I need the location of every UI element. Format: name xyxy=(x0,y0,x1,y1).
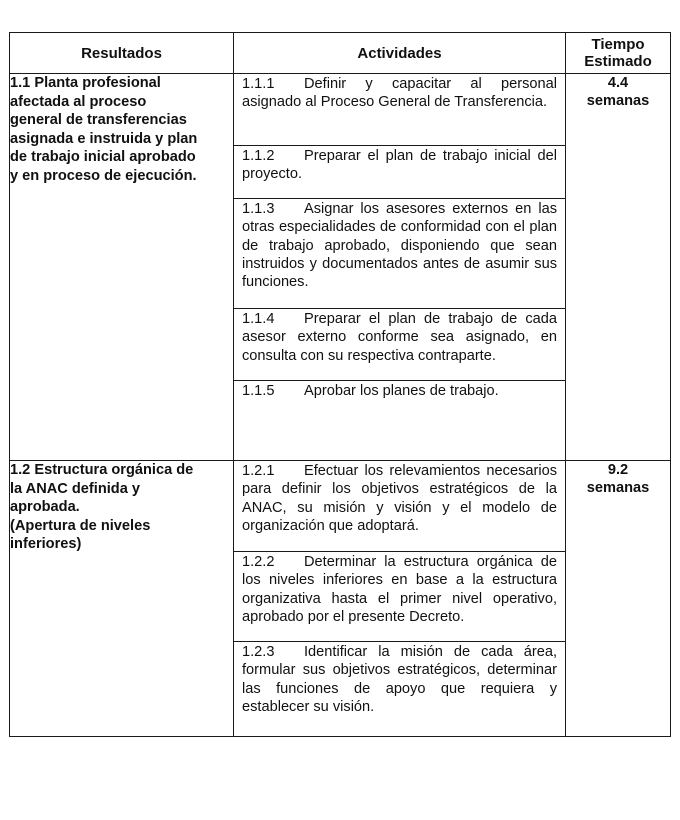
result-line: 1.1 Planta profesional xyxy=(10,75,161,91)
result-line: la ANAC definida y xyxy=(10,480,141,497)
activity-number: 1.1.1 xyxy=(242,76,275,92)
activity-text: Definir y capacitar al personal asignado al Proceso General de Transferencia. xyxy=(242,76,557,111)
activity-item xyxy=(234,552,565,642)
header-results: Resultados xyxy=(10,33,234,74)
result-line: afectada al proceso xyxy=(10,93,147,110)
result-line: asignada e instruida y plan xyxy=(10,130,198,147)
activity-item xyxy=(234,381,565,415)
activity-number: 1.2.1 xyxy=(242,463,275,479)
result-cell xyxy=(10,461,234,737)
header-activities: Actividades xyxy=(234,33,566,74)
activity-text: Preparar el plan de trabajo de cada asesor externo conforme sea asignado, en consulta con su respectiva contraparte. xyxy=(242,311,557,364)
time-unit: semanas xyxy=(586,480,650,496)
activity-text: Preparar el plan de trabajo inicial del proyecto. xyxy=(242,148,557,183)
activity-item xyxy=(234,146,565,199)
activity-number: 1.2.2 xyxy=(242,554,275,570)
activity-item xyxy=(234,199,565,309)
result-line: inferiores) xyxy=(10,536,82,553)
header-row xyxy=(10,33,671,74)
time-value: 9.2 xyxy=(607,462,629,478)
activity-item xyxy=(234,74,565,146)
activity-text: Efectuar los relevamientos necesarios para definir los objetivos estratégicos de la ANAC, su misión y visión y el modelo de organización que adoptará. xyxy=(242,463,557,534)
activity-number: 1.1.3 xyxy=(242,201,275,217)
activity-item xyxy=(234,642,565,736)
activity-text: Determinar la estructura orgánica de los niveles inferiores en base a la estructura organizativa hasta el primer nivel operativo, aprobado por el presente Decreto. xyxy=(242,554,557,625)
time-cell xyxy=(566,461,671,737)
result-line: (Apertura de niveles xyxy=(10,517,151,534)
work-plan-table xyxy=(9,32,671,737)
header-time-line2: Estimado xyxy=(584,53,652,70)
result-line: 1.2 Estructura orgánica de xyxy=(10,462,194,478)
activity-item xyxy=(234,309,565,381)
time-value: 4.4 xyxy=(607,75,629,91)
activity-text: Aprobar los planes de trabajo. xyxy=(304,383,499,399)
table-row xyxy=(10,74,671,461)
activity-number: 1.1.4 xyxy=(242,311,275,327)
activity-number: 1.1.5 xyxy=(242,383,275,399)
activity-number: 1.1.2 xyxy=(242,148,275,164)
activity-item xyxy=(234,461,565,552)
table-row xyxy=(10,461,671,737)
time-cell xyxy=(566,74,671,461)
result-line: y en proceso de ejecución. xyxy=(10,167,197,184)
activity-text: Asignar los asesores externos en las otras especialidades de conformidad con el plan de trabajo aprobado, disponiendo que sean instruidos y documentados antes de asumir sus funciones. xyxy=(242,201,557,291)
time-unit: semanas xyxy=(586,93,650,109)
activity-text: Identificar la misión de cada área, formular sus objetivos estratégicos, determinar las funciones de apoyo que requiera y establecer su visión. xyxy=(242,644,557,715)
activities-cell xyxy=(234,74,566,461)
result-cell xyxy=(10,74,234,461)
header-time-line1: Tiempo xyxy=(591,36,645,53)
header-time xyxy=(566,33,671,74)
result-line: de trabajo inicial aprobado xyxy=(10,149,196,166)
result-line: aprobada. xyxy=(10,499,80,516)
activity-number: 1.2.3 xyxy=(242,644,275,660)
result-line: general de transferencias xyxy=(10,112,187,129)
activities-cell xyxy=(234,461,566,737)
